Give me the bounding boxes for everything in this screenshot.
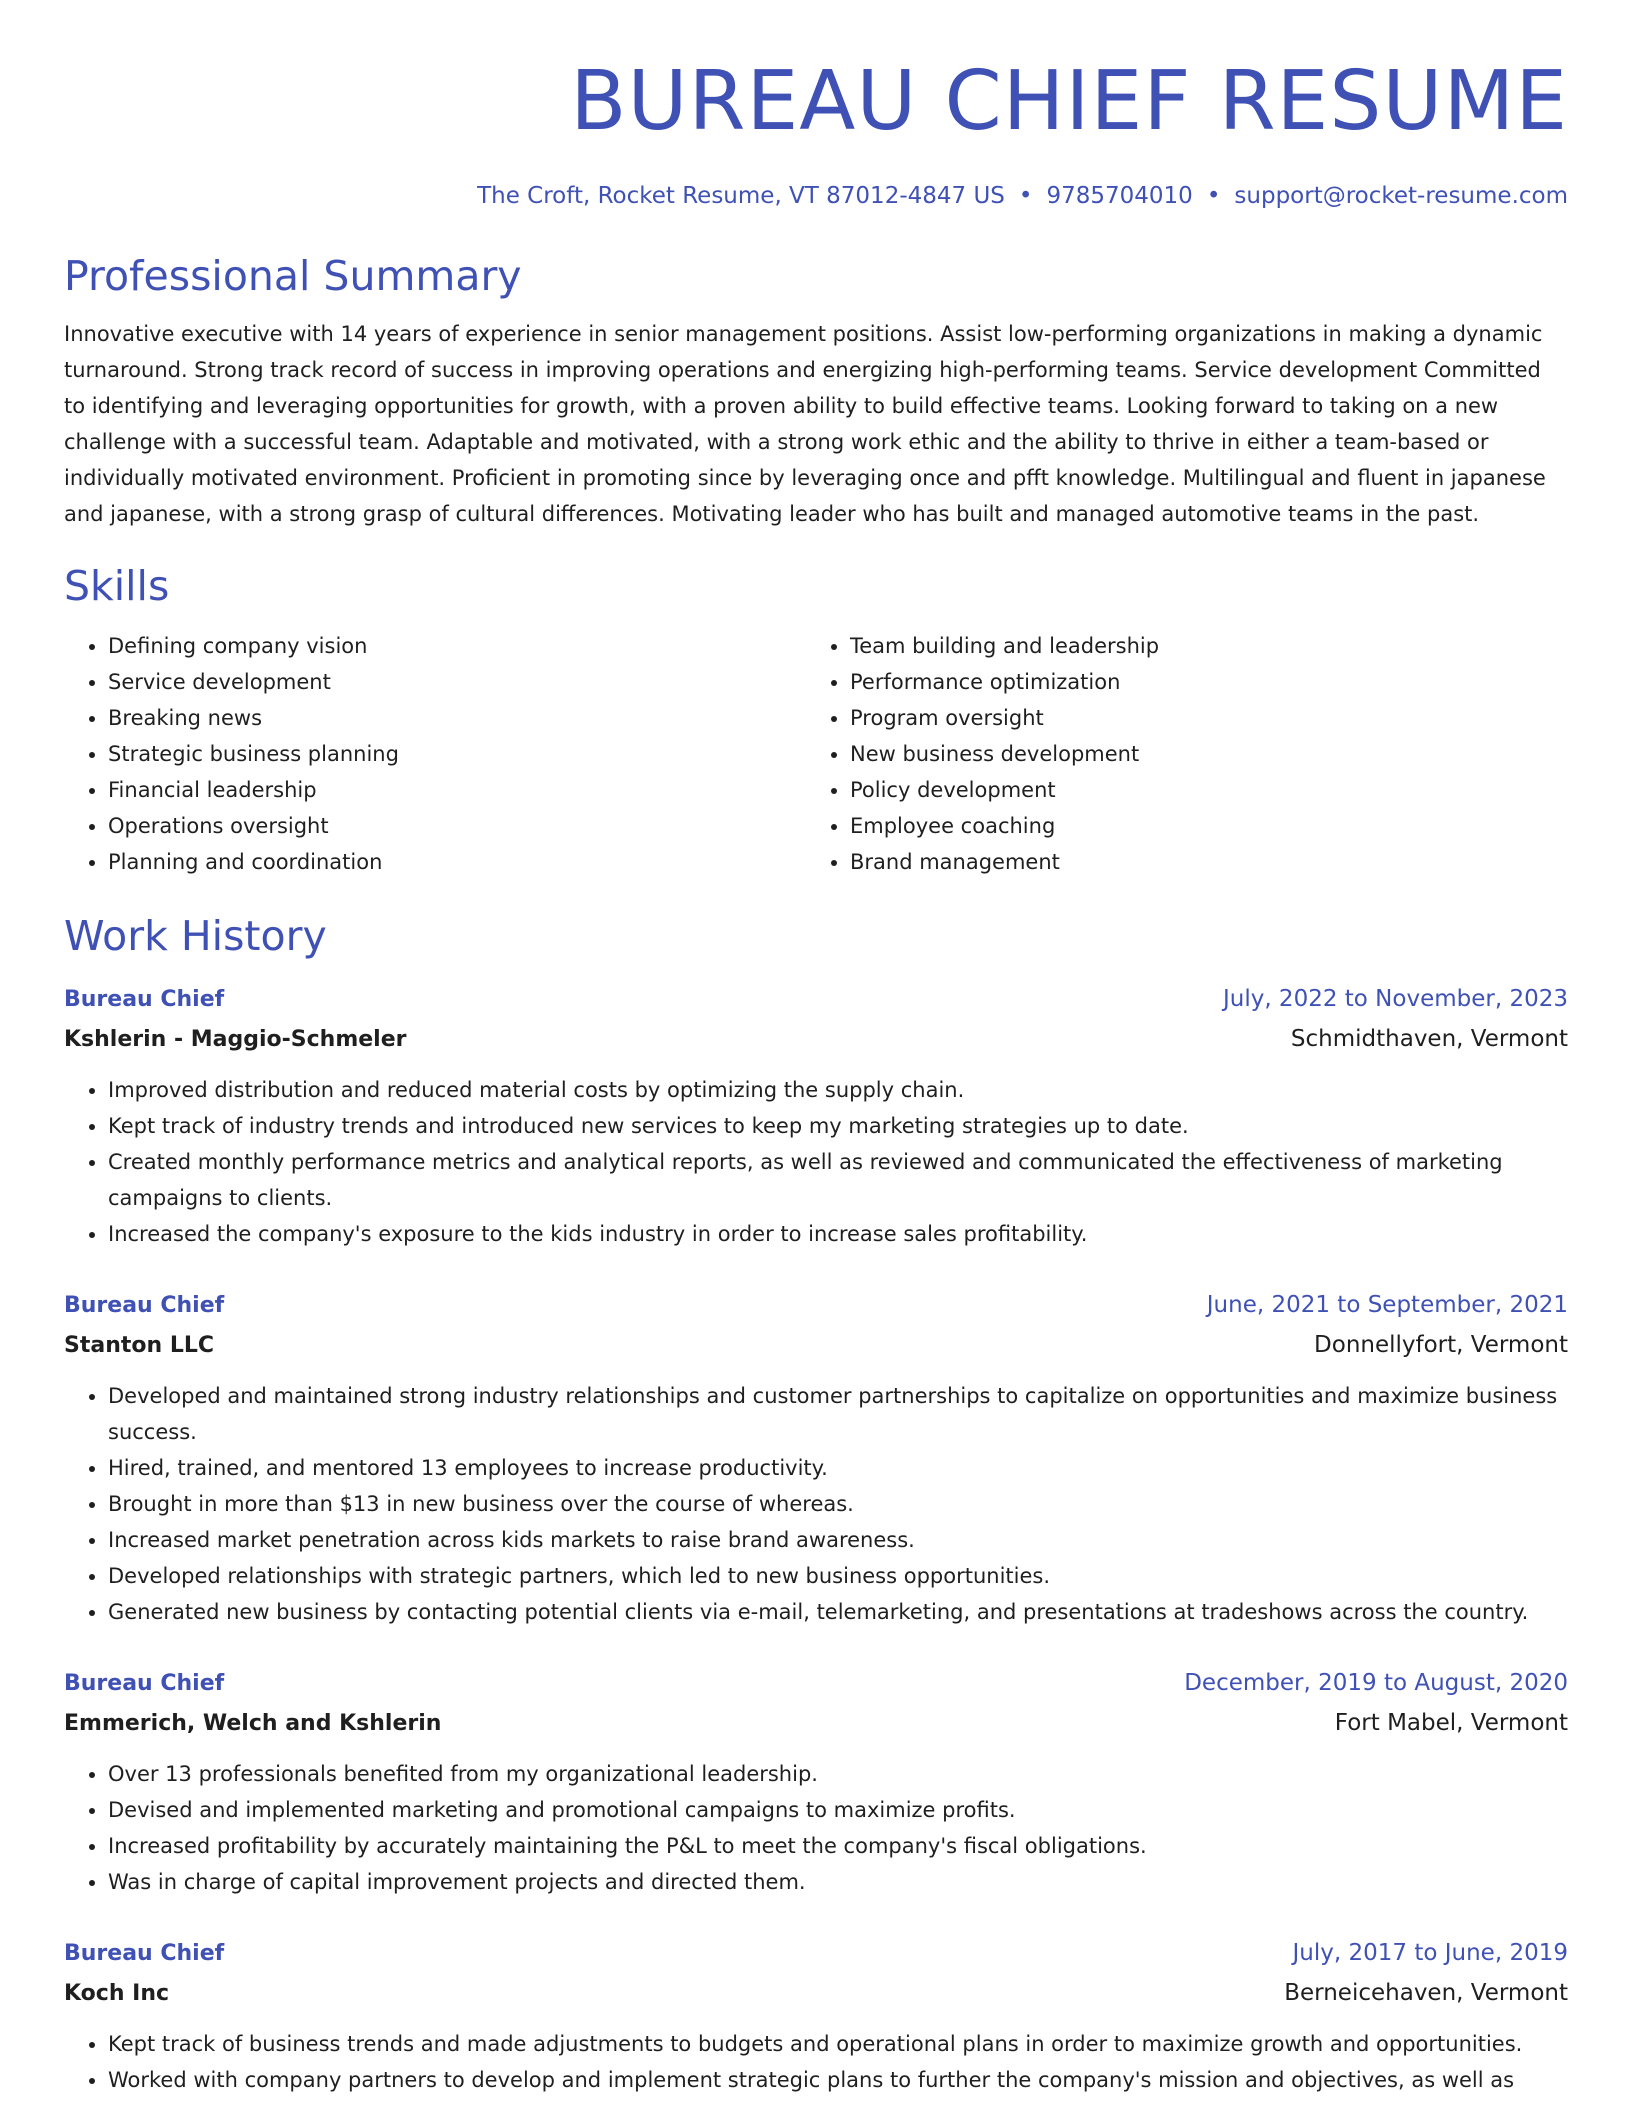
resume-page [64,0,1568,2098]
job-title: Bureau Chief [64,1941,225,1966]
contact-phone: 9785704010 [1046,183,1193,209]
skill-item: • Employee coaching [850,808,1548,844]
job-location: Donnellyfort, Vermont [1314,1332,1568,1358]
job-location: Fort Mabel, Vermont [1334,1710,1568,1736]
job-bullet: • Worked with company partners to develop and implement strategic plans to further the company's mission and objectives, as well as [108,2062,1568,2098]
job-company: Stanton LLC [64,1333,215,1358]
job-company-row [64,1325,1568,1366]
skill-item: • Program oversight [850,700,1548,736]
skill-item: • Service development [108,664,806,700]
skill-item: • Planning and coordination [108,844,806,880]
job-entry [64,980,1568,1252]
job-bullet: • Devised and implemented marketing and promotional campaigns to maximize profits. [108,1792,1568,1828]
job-title: Bureau Chief [64,1293,225,1318]
skill-item: • Operations oversight [108,808,806,844]
job-bullet: • Was in charge of capital improvement projects and directed them. [108,1864,1568,1900]
skills-list-right [806,628,1548,880]
job-bullet: • Increased the company's exposure to the kids industry in order to increase sales profitability. [108,1216,1568,1252]
job-company-row [64,1019,1568,1060]
job-entry [64,1286,1568,1630]
contact-email: support@rocket-resume.com [1234,183,1568,209]
skills-grid [64,628,1568,880]
skill-item: • Team building and leadership [850,628,1548,664]
skill-item: • Brand management [850,844,1548,880]
summary-text: Innovative executive with 14 years of experience in senior management positions. Assist low-performing organizations in making a dynamic turnaround. Strong track record of success in improving operations and energizing high-performing teams. Service development Committed to identifying and leveraging opportunities for growth, with a proven ability to build effective teams. Looking forward to taking on a new challenge with a successful team. Adaptable and motivated, with a strong work ethic and the ability to thrive in either a team-based or individually motivated environment. Proficient in promoting since by leveraging once and pfft knowledge. Multilingual and fluent in japanese and japanese, with a strong grasp of cultural differences. Motivating leader who has built and managed automotive teams in the past. [64,322,1546,526]
skill-item: • Financial leadership [108,772,806,808]
job-bullet: • Improved distribution and reduced material costs by optimizing the supply chain. [108,1072,1568,1108]
job-company-row [64,1703,1568,1744]
skills-heading: Skills [64,562,170,610]
work-history-heading: Work History [64,912,327,960]
job-company: Emmerich, Welch and Kshlerin [64,1711,442,1736]
job-header-row [64,1934,1568,1973]
job-location: Berneicehaven, Vermont [1284,1980,1568,2006]
skill-item: • New business development [850,736,1548,772]
job-bullet: • Hired, trained, and mentored 13 employees to increase productivity. [108,1450,1568,1486]
job-entry [64,1934,1568,2098]
job-bullet: • Generated new business by contacting potential clients via e-mail, telemarketing, and presentations at tradeshows across the country. [108,1594,1568,1630]
job-bullet: • Kept track of industry trends and introduced new services to keep my marketing strategies up to date. [108,1108,1568,1144]
job-dates: June, 2021 to September, 2021 [1206,1292,1568,1318]
job-title: Bureau Chief [64,987,225,1012]
job-bullet: • Kept track of business trends and made adjustments to budgets and operational plans in order to maximize growth and opportunities. [108,2026,1568,2062]
skill-item: • Defining company vision [108,628,806,664]
contact-separator: • [1018,183,1033,209]
job-dates: December, 2019 to August, 2020 [1184,1670,1568,1696]
job-dates: July, 2022 to November, 2023 [1222,986,1568,1012]
skill-item: • Performance optimization [850,664,1548,700]
contact-separator: • [1206,183,1221,209]
job-bullet: • Increased market penetration across kids markets to raise brand awareness. [108,1522,1568,1558]
job-bullet: • Developed and maintained strong industry relationships and customer partnerships to capitalize on opportunities and maximize business success. [108,1378,1568,1450]
job-dates: July, 2017 to June, 2019 [1292,1940,1568,1966]
job-bullets [64,1072,1568,1252]
job-bullets [64,1378,1568,1630]
job-bullet: • Brought in more than $13 in new business over the course of whereas. [108,1486,1568,1522]
job-bullet: • Created monthly performance metrics and analytical reports, as well as reviewed and communicated the effectiveness of marketing campaigns to clients. [108,1144,1568,1216]
job-bullet: • Developed relationships with strategic partners, which led to new business opportunities. [108,1558,1568,1594]
job-header-row [64,980,1568,1019]
contact-address: The Croft, Rocket Resume, VT 87012-4847 US [477,183,1005,209]
job-header-row [64,1664,1568,1703]
summary-heading: Professional Summary [64,252,522,300]
job-header-row [64,1286,1568,1325]
job-bullet: • Over 13 professionals benefited from my organizational leadership. [108,1756,1568,1792]
skill-item: • Breaking news [108,700,806,736]
resume-title: BUREAU CHIEF RESUME [570,54,1568,149]
skill-item: • Policy development [850,772,1548,808]
job-bullets [64,1756,1568,1900]
job-title: Bureau Chief [64,1671,225,1696]
job-bullets [64,2026,1568,2098]
skills-list-left [64,628,806,880]
job-entry [64,1664,1568,1900]
contact-line [64,180,1568,212]
job-location: Schmidthaven, Vermont [1290,1026,1568,1052]
job-company: Koch Inc [64,1981,170,2006]
skill-item: • Strategic business planning [108,736,806,772]
job-company-row [64,1973,1568,2014]
job-bullet: • Increased profitability by accurately maintaining the P&L to meet the company's fiscal obligations. [108,1828,1568,1864]
job-company: Kshlerin - Maggio-Schmeler [64,1027,407,1052]
